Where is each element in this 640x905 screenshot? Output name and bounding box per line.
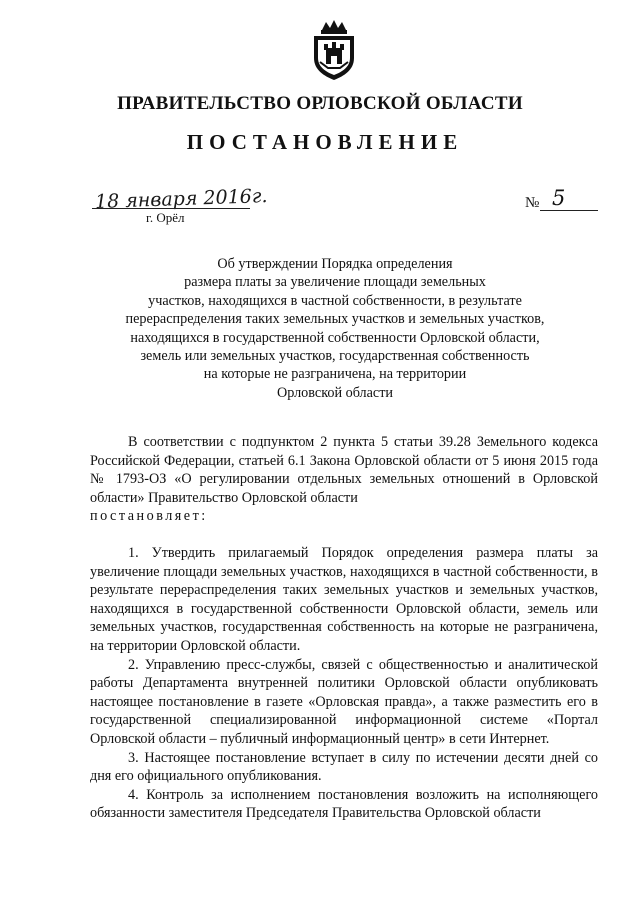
preamble-paragraph xyxy=(90,433,598,507)
date-underline xyxy=(92,208,250,209)
date-handwritten: 18 января 2016г. xyxy=(94,184,268,214)
decree-paragraph xyxy=(90,507,598,526)
subject-line: Об утверждении Порядка определения xyxy=(217,256,453,272)
document-body xyxy=(90,433,598,823)
government-title: ПРАВИТЕЛЬСТВО ОРЛОВСКОЙ ОБЛАСТИ xyxy=(117,93,523,114)
coat-of-arms-icon xyxy=(308,18,360,82)
item-paragraph: 1. Утвердить прилагаемый Порядок определения размера платы за увеличение площади земельных участков, находящихся в частной собственности, в результате перераспределения таких земельных участков и земельных участков, находящихся в государственной собственности Орловской области, земель или земельных участков, государственная собственность на которые не разграничена, на территории Орловской области. xyxy=(90,544,598,654)
preamble-text: В соответствии с подпунктом 2 пункта 5 статьи 39.28 Земельного кодекса Российской Федерации, статьей 6.1 Закона Орловской области от 5 июня 2015 года № 1793-ОЗ «О регулировании отдельных земельных отношений в Орловской области» Правительство Орловской области xyxy=(90,434,598,506)
subject-line: участков, находящихся в частной собственности, в результате xyxy=(148,292,522,309)
subject-line: перераспределения таких земельных участков и земельных участков, xyxy=(125,311,545,328)
number-label: № xyxy=(525,195,540,211)
subject-line: земель или земельных участков, государственная собственность xyxy=(140,348,530,365)
subject-line: размера платы за увеличение площади земельных xyxy=(184,274,486,291)
document-number: 5 xyxy=(552,186,566,210)
decree-word: постановляет: xyxy=(90,508,208,525)
subject-line: на которые не разграничена, на территории xyxy=(203,366,467,383)
document-subject xyxy=(120,255,550,402)
item-paragraph: 3. Настоящее постановление вступает в силу по истечении десяти дней со дня его официального опубликования. xyxy=(90,749,598,785)
item-paragraph: 4. Контроль за исполнением постановления возложить на исполняющего обязанности заместителя Председателя Правительства Орловской области xyxy=(90,786,598,822)
document-type: ПОСТАНОВЛЕНИЕ xyxy=(186,130,464,154)
subject-line: находящихся в государственной собственности Орловской области, xyxy=(130,329,540,346)
item-paragraph: 2. Управлению пресс-службы, связей с общественностью и аналитической работы Департамента внутренней политики Орловской области опубликовать настоящее постановление в газете «Орловская правда», а также разместить его в государственной специализированной информационной системе «Портал Орловской области – публичный информационный центр» в сети Интернет. xyxy=(90,656,598,747)
number-underline xyxy=(540,210,598,211)
city: г. Орёл xyxy=(146,210,185,225)
subject-line: Орловской области xyxy=(276,384,394,401)
